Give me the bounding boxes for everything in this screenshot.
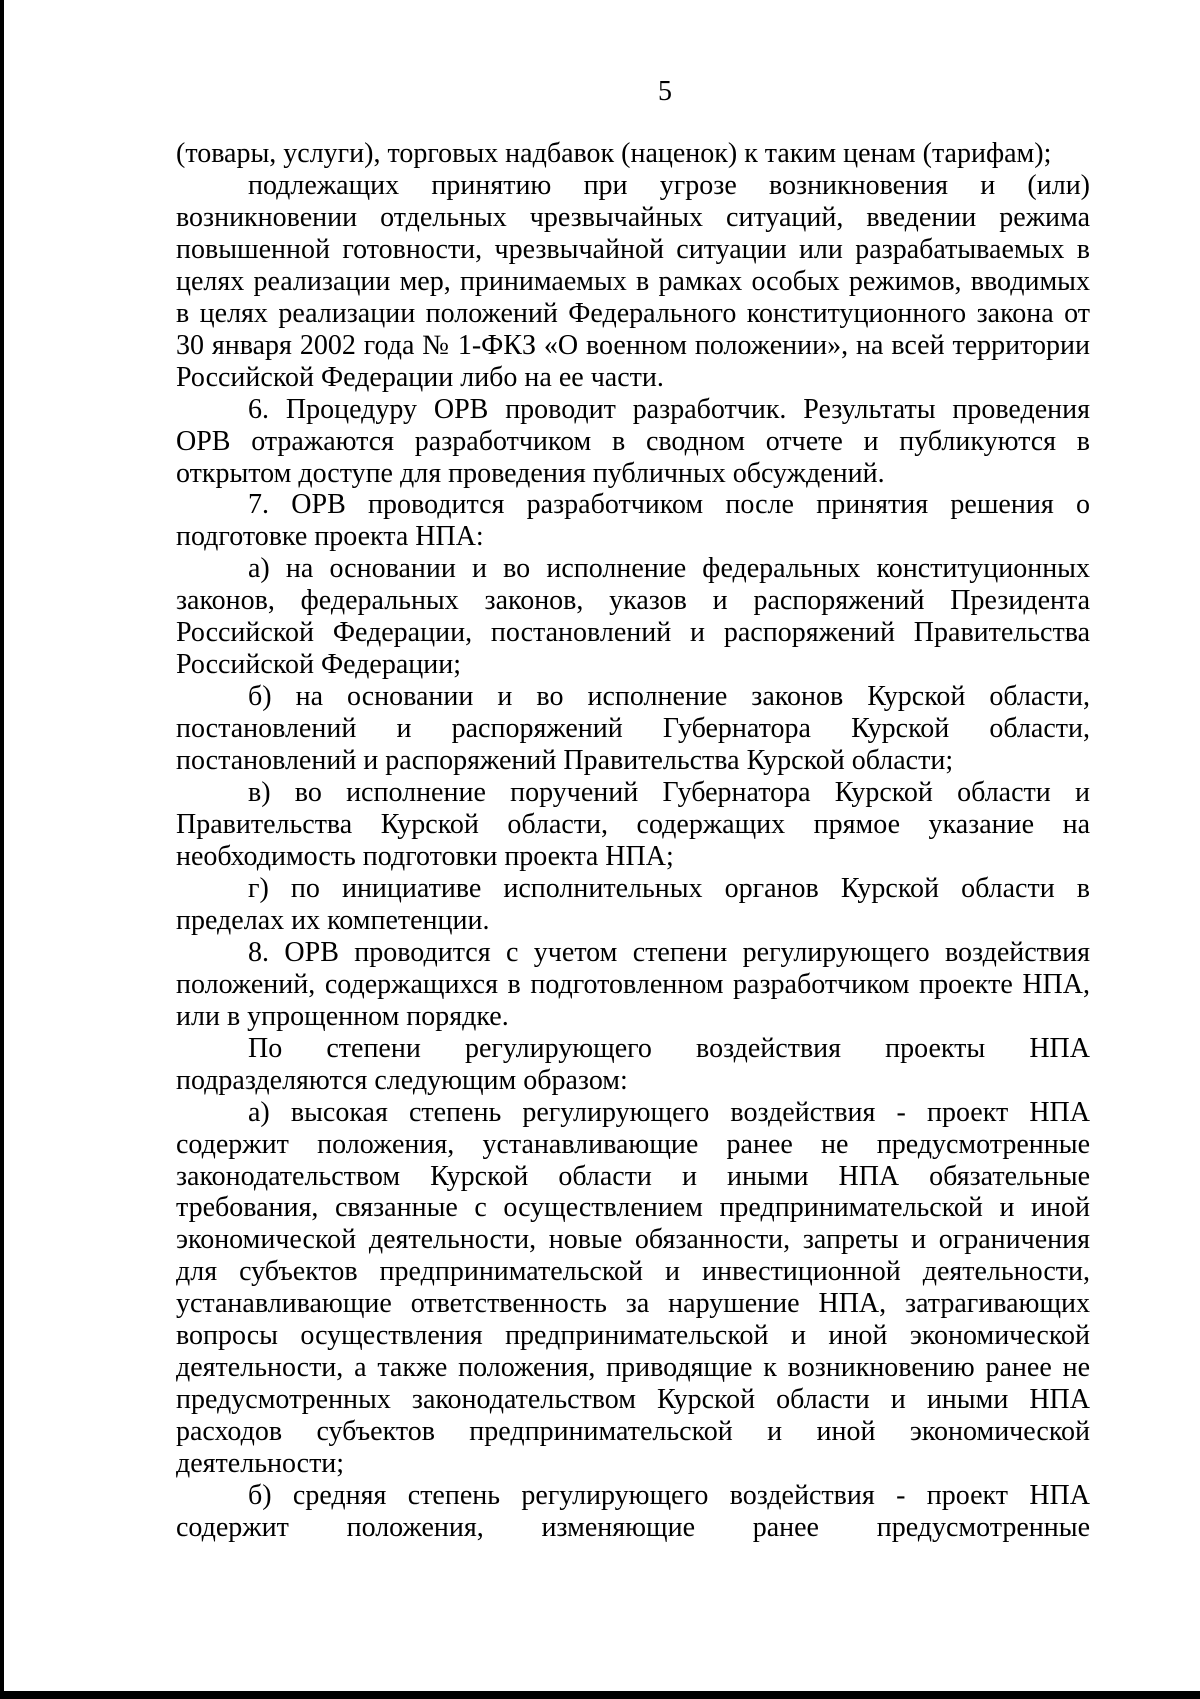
paragraph-medium-degree: б) средняя степень регулирующего воздействия - проект НПА содержит положения, изменяющие ранее предусмотренные [176,1480,1090,1543]
document-body [176,138,1090,1544]
paragraph-7a-federal-acts: а) на основании и во исполнение федеральных конституционных законов, федеральных законов, указов и распоряжений Президента Российской Федерации, постановлений и распоряжений Правительства Российской Федерации; [176,553,1090,681]
paragraph-7b-kursk-laws: б) на основании и во исполнение законов Курской области, постановлений и распоряжений Губернатора Курской области, постановлений и распоряжений Правительства Курской области; [176,681,1090,777]
page-number: 5 [658,76,672,107]
paragraph-prices-continuation: (товары, услуги), торговых надбавок (наценок) к таким ценам (тарифам); [176,138,1052,169]
paragraph-7g-initiative: г) по инициативе исполнительных органов Курской области в пределах их компетенции. [176,872,1090,936]
paragraph-8-degree: 8. ОРВ проводится с учетом степени регулирующего воздействия положений, содержащихся в подготовленном разработчиком проекте НПА, или в упрощенном порядке. [176,936,1090,1032]
scan-border-bottom [0,1691,1200,1699]
paragraph-7v-instructions: в) во исполнение поручений Губернатора Курской области и Правительства Курской области, содержащих прямое указание на необходимость подготовки проекта НПА; [176,777,1090,872]
paragraph-emergency-acts: подлежащих принятию при угрозе возникновения и (или) возникновении отдельных чрезвычайных ситуаций, введении режима повышенной готовности, чрезвычайной ситуации или разрабатываемых в целях реализации мер, принимаемых в рамках особых режимов, вводимых в целях реализации положений Федерального конституционного закона от 30 января 2002 года № 1-ФКЗ «О военном положении», на всей территории Российской Федерации либо на ее части. [176,169,1090,393]
scan-border-left [0,0,4,1699]
paragraph-6-procedure: 6. Процедуру ОРВ проводит разработчик. Результаты проведения ОРВ отражаются разработчиком в сводном отчете и публикуются в открытом доступе для проведения публичных обсуждений. [176,393,1090,489]
paragraph-high-degree: а) высокая степень регулирующего воздействия - проект НПА содержит положения, устанавливающие ранее не предусмотренные законодательством Курской области и иными НПА обязательные требования, связанные с осуществлением предпринимательской и иной экономической деятельности, новые обязанности, запреты и ограничения для субъектов предпринимательской и инвестиционной деятельности, устанавливающие ответственность за нарушение НПА, затрагивающих вопросы осуществления предпринимательской и иной экономической деятельности, а также положения, приводящие к возникновению ранее не предусмотренных законодательством Курской области и иными НПА расходов субъектов предпринимательской и иной экономической деятельности; [176,1096,1090,1480]
paragraph-classification-intro: По степени регулирующего воздействия проекты НПА подразделяются следующим образом: [176,1032,1090,1096]
paragraph-7-conducted-after-decision: 7. ОРВ проводится разработчиком после принятия решения о подготовке проекта НПА: [176,489,1090,553]
